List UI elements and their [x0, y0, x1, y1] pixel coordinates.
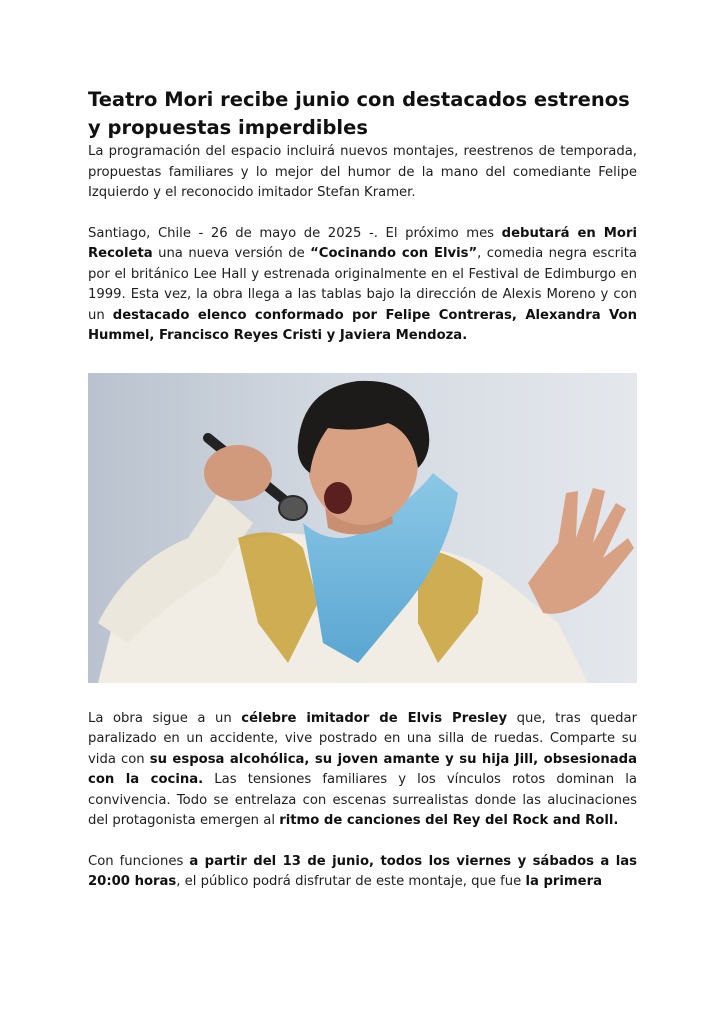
p1-bold-2: “Cocinando con Elvis” [310, 246, 478, 261]
p1-bold-3: destacado elenco conformado por Felipe Contreras, Alexandra Von Hummel, Francisco Reyes Cristi y Javiera Mendoza. [88, 307, 637, 343]
p1-bold-1: debutará en Mori Recoleta [88, 225, 637, 261]
article-title: Teatro Mori recibe junio con destacados estrenos y propuestas imperdibles [88, 88, 630, 139]
paragraph-1 [88, 224, 637, 347]
p1-text-2: una nueva versión de [152, 246, 311, 261]
photo-illustration [88, 373, 637, 683]
paragraph-2 [88, 709, 637, 832]
p3-bold-1: a partir del 13 de junio, todos los viernes y sábados a las 20:00 horas [88, 853, 638, 889]
open-mouth [324, 482, 352, 514]
paragraph-3 [88, 852, 637, 893]
p1-text-3: , comedia negra escrita por el británico Lee Hall y estrenada originalmente en el Festival de Edimburgo en 1999. Esta vez, la obra llega a las tablas bajo la dirección de Alexis Moreno y con un [88, 246, 637, 323]
p1-text-1: Santiago, Chile - 26 de mayo de 2025 -. El próximo mes [88, 225, 502, 241]
p3-text-1: Con funciones [88, 853, 190, 869]
p2-bold-3: ritmo de canciones del Rey del Rock and Roll. [279, 813, 619, 828]
p2-text-1: La obra sigue a un [88, 710, 242, 726]
hand-holding-mic [204, 445, 272, 501]
article-subtitle: La programación del espacio incluirá nuevos montajes, reestrenos de temporada, propuestas familiares y lo mejor del humor de la mano del comediante Felipe Izquierdo y el reconocido imitador Stefan Kramer. [88, 144, 637, 200]
p3-text-2: , el público podrá disfrutar de este montaje, que fue [176, 874, 526, 889]
p2-text-2: que, tras quedar paralizado en un accidente, vive postrado en una silla de ruedas. Comparte su vida con [88, 710, 637, 767]
article [88, 86, 637, 893]
p2-text-3: Las tensiones familiares y los vínculos rotos dominan la convivencia. Todo se entrelaza con escenas surrealistas donde las alucinaciones del protagonista emergen al [88, 772, 637, 828]
p3-bold-2: la primera [525, 874, 602, 889]
p2-bold-2: su esposa alcohólica, su joven amante y su hija Jill, obsesionada con la cocina. [88, 751, 637, 787]
p2-bold-1: célebre imitador de Elvis Presley [241, 710, 508, 726]
elvis-impersonator-photo [88, 373, 637, 683]
microphone-head [279, 496, 307, 520]
